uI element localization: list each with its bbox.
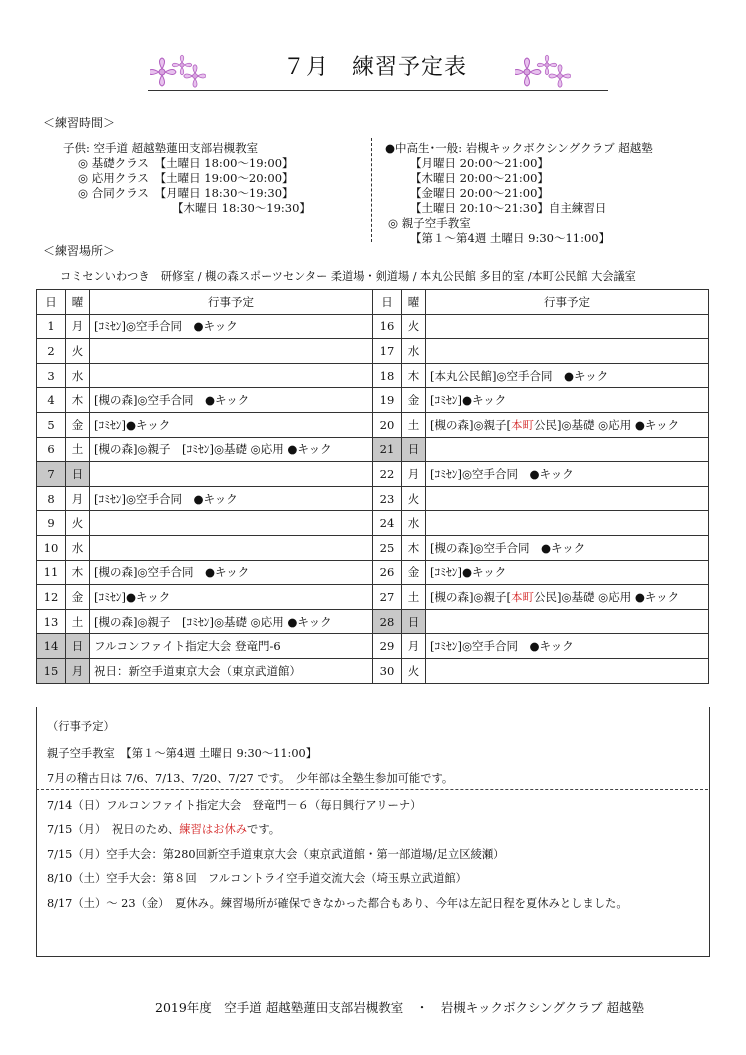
practice-place-text: コミセンいわつき 研修室 / 槻の森スポーツセンター 柔道場・剣道場 / 本丸公民館 多目的室 /本町公民館 大会議室 (60, 270, 636, 283)
event-cell: [槻の森]◎空手合同 ●キック (90, 388, 373, 413)
table-row (37, 412, 709, 437)
day-cell: 7 (37, 462, 66, 487)
practice-time-left-line: ◎ 基礎クラス 【土曜日 18:00～19:00】 (78, 156, 294, 170)
event-text: [槻の森]◎親子[ (430, 417, 511, 432)
event-cell: フルコンファイト指定大会 登竜門-6 (90, 634, 373, 659)
note-holiday-highlight: 練習はお休み (179, 823, 248, 836)
weekday-cell: 水 (402, 511, 426, 536)
day-cell: 1 (37, 314, 66, 339)
practice-time-heading: ＜練習時間＞ (43, 116, 116, 130)
practice-place-heading: ＜練習場所＞ (43, 244, 116, 258)
day-cell: 24 (373, 511, 402, 536)
weekday-cell: 土 (402, 412, 426, 437)
weekday-cell: 火 (402, 486, 426, 511)
header-event: 行事予定 (426, 290, 709, 315)
event-cell: [ｺﾐｾﾝ]●キック (426, 560, 709, 585)
header-weekday: 曜 (402, 290, 426, 315)
weekday-cell: 金 (402, 388, 426, 413)
header-day: 日 (37, 290, 66, 315)
event-cell (426, 511, 709, 536)
note-line: 親子空手教室 【第１～第4週 土曜日 9:30～11:00】 (47, 747, 317, 760)
day-cell: 15 (37, 658, 66, 683)
weekday-cell: 日 (66, 462, 90, 487)
note-line: 7/15（月）空手大会：第280回新空手道東京大会（東京武道館・第一部道場/足立区綾瀬） (47, 848, 505, 861)
weekday-cell: 金 (402, 560, 426, 585)
weekday-cell: 月 (402, 634, 426, 659)
day-cell: 19 (373, 388, 402, 413)
day-cell: 18 (373, 363, 402, 388)
weekday-cell: 火 (402, 658, 426, 683)
weekday-cell: 金 (66, 412, 90, 437)
day-cell: 28 (373, 609, 402, 634)
practice-time-left-line: 子供: 空手道 超越塾蓮田支部岩槻教室 (63, 141, 259, 155)
event-cell (90, 339, 373, 364)
notes-divider (36, 789, 708, 790)
header-weekday: 曜 (66, 290, 90, 315)
day-cell: 23 (373, 486, 402, 511)
weekday-cell: 土 (66, 437, 90, 462)
practice-time-right-line: 【金曜日 20:00～21:00】 (410, 186, 549, 200)
event-cell: [ｺﾐｾﾝ]●キック (90, 585, 373, 610)
event-cell (90, 462, 373, 487)
weekday-cell: 水 (66, 363, 90, 388)
event-text: 公民]◎基礎 ◎応用 ●キック (534, 589, 680, 604)
table-row (37, 609, 709, 634)
event-text: [槻の森]◎親子[ (430, 589, 511, 604)
event-cell: [ｺﾐｾﾝ]◎空手合同 ●キック (90, 486, 373, 511)
weekday-cell: 月 (402, 462, 426, 487)
day-cell: 26 (373, 560, 402, 585)
flower-icon (515, 52, 571, 88)
schedule-table (36, 289, 709, 684)
column-divider (371, 138, 372, 242)
practice-time-right-line: 【土曜日 20:10～21:30】自主練習日 (410, 201, 607, 215)
event-cell: [ｺﾐｾﾝ]◎空手合同 ●キック (90, 314, 373, 339)
event-cell (426, 658, 709, 683)
event-cell (426, 437, 709, 462)
note-line: 8/10（土）空手大会：第８回 フルコントライ空手道交流大会（埼玉県立武道館） (47, 872, 467, 885)
event-cell: [ｺﾐｾﾝ]◎空手合同 ●キック (426, 462, 709, 487)
day-cell: 12 (37, 585, 66, 610)
weekday-cell: 日 (66, 634, 90, 659)
table-row (37, 658, 709, 683)
header-event: 行事予定 (90, 290, 373, 315)
event-cell (90, 511, 373, 536)
practice-time-left-line: ◎ 応用クラス 【土曜日 19:00～20:00】 (78, 171, 294, 185)
weekday-cell: 火 (402, 314, 426, 339)
weekday-cell: 火 (66, 339, 90, 364)
schedule-body (37, 314, 709, 683)
day-cell: 6 (37, 437, 66, 462)
weekday-cell: 土 (402, 585, 426, 610)
weekday-cell: 日 (402, 609, 426, 634)
day-cell: 21 (373, 437, 402, 462)
weekday-cell: 月 (66, 658, 90, 683)
weekday-cell: 水 (66, 535, 90, 560)
table-row (37, 511, 709, 536)
practice-time-left-line: ◎ 合同クラス 【月曜日 18:30～19:30】 (78, 186, 294, 200)
table-row (37, 363, 709, 388)
weekday-cell: 月 (66, 314, 90, 339)
weekday-cell: 木 (66, 388, 90, 413)
event-cell: [ｺﾐｾﾝ]●キック (426, 388, 709, 413)
table-row (37, 339, 709, 364)
day-cell: 30 (373, 658, 402, 683)
note-line: 7/14（日）フルコンファイト指定大会 登竜門－６（毎日興行アリーナ） (47, 799, 422, 812)
day-cell: 3 (37, 363, 66, 388)
table-row (37, 388, 709, 413)
practice-time-right-line: 【月曜日 20:00～21:00】 (410, 156, 549, 170)
event-cell: [ｺﾐｾﾝ]◎空手合同 ●キック (426, 634, 709, 659)
day-cell: 27 (373, 585, 402, 610)
day-cell: 8 (37, 486, 66, 511)
day-cell: 20 (373, 412, 402, 437)
table-row (37, 585, 709, 610)
event-cell (426, 585, 709, 610)
weekday-cell: 土 (66, 609, 90, 634)
header-day: 日 (373, 290, 402, 315)
note-line: 7月の稽古日は 7/6、7/13、7/20、7/27 です。 少年部は全塾生参加可能です。 (47, 772, 454, 785)
weekday-cell: 日 (402, 437, 426, 462)
note-holiday-text: 7/15（月） 祝日のため、 (47, 823, 180, 836)
practice-time-left-line: 【木曜日 18:30～19:30】 (172, 201, 311, 215)
event-cell: [槻の森]◎親子 [ｺﾐｾﾝ]◎基礎 ◎応用 ●キック (90, 437, 373, 462)
table-row (37, 486, 709, 511)
event-cell (90, 363, 373, 388)
table-header-row (37, 290, 709, 315)
event-highlight: 本町 (511, 589, 534, 604)
event-text: 公民]◎基礎 ◎応用 ●キック (534, 417, 680, 432)
table-row (37, 535, 709, 560)
event-cell: [本丸公民館]◎空手合同 ●キック (426, 363, 709, 388)
table-row (37, 560, 709, 585)
day-cell: 9 (37, 511, 66, 536)
day-cell: 5 (37, 412, 66, 437)
weekday-cell: 木 (402, 363, 426, 388)
event-cell (426, 609, 709, 634)
weekday-cell: 水 (402, 339, 426, 364)
notes-heading: （行事予定） (47, 720, 115, 733)
day-cell: 29 (373, 634, 402, 659)
practice-time-right-line: ●中高生･一般: 岩槻キックボクシングクラブ 超越塾 (385, 141, 653, 155)
weekday-cell: 火 (66, 511, 90, 536)
practice-time-right-line: 【木曜日 20:00～21:00】 (410, 171, 549, 185)
event-cell: 祝日：新空手道東京大会（東京武道館） (90, 658, 373, 683)
table-row (37, 634, 709, 659)
day-cell: 13 (37, 609, 66, 634)
day-cell: 11 (37, 560, 66, 585)
event-cell (426, 412, 709, 437)
note-holiday-line (47, 821, 280, 837)
day-cell: 14 (37, 634, 66, 659)
practice-time-right-line: ◎ 親子空手教室 (388, 216, 471, 230)
event-cell: [槻の森]◎親子 [ｺﾐｾﾝ]◎基礎 ◎応用 ●キック (90, 609, 373, 634)
event-cell: [ｺﾐｾﾝ]●キック (90, 412, 373, 437)
event-cell (426, 486, 709, 511)
note-line: 8/17（土）～ 23（金） 夏休み。練習場所が確保できなかった都合もあり、今年は左記日程を夏休みとしました。 (47, 897, 628, 910)
weekday-cell: 木 (66, 560, 90, 585)
event-cell (90, 535, 373, 560)
event-cell (426, 314, 709, 339)
day-cell: 2 (37, 339, 66, 364)
page-title: ７月 練習予定表 (282, 55, 467, 80)
flower-icon (150, 52, 206, 88)
weekday-cell: 木 (402, 535, 426, 560)
title-underline (148, 90, 608, 91)
weekday-cell: 金 (66, 585, 90, 610)
day-cell: 22 (373, 462, 402, 487)
day-cell: 17 (373, 339, 402, 364)
practice-time-right-line: 【第１～第4週 土曜日 9:30～11:00】 (410, 231, 611, 245)
day-cell: 4 (37, 388, 66, 413)
day-cell: 16 (373, 314, 402, 339)
note-holiday-suffix: です。 (247, 823, 281, 836)
table-row (37, 314, 709, 339)
event-cell: [槻の森]◎空手合同 ●キック (90, 560, 373, 585)
day-cell: 25 (373, 535, 402, 560)
event-cell: [槻の森]◎空手合同 ●キック (426, 535, 709, 560)
weekday-cell: 月 (66, 486, 90, 511)
table-row (37, 437, 709, 462)
footer-text: 2019年度 空手道 超越塾蓮田支部岩槻教室 ・ 岩槻キックボクシングクラブ 超越塾 (155, 1000, 644, 1015)
day-cell: 10 (37, 535, 66, 560)
table-row (37, 462, 709, 487)
event-cell (426, 339, 709, 364)
event-highlight: 本町 (511, 417, 534, 432)
